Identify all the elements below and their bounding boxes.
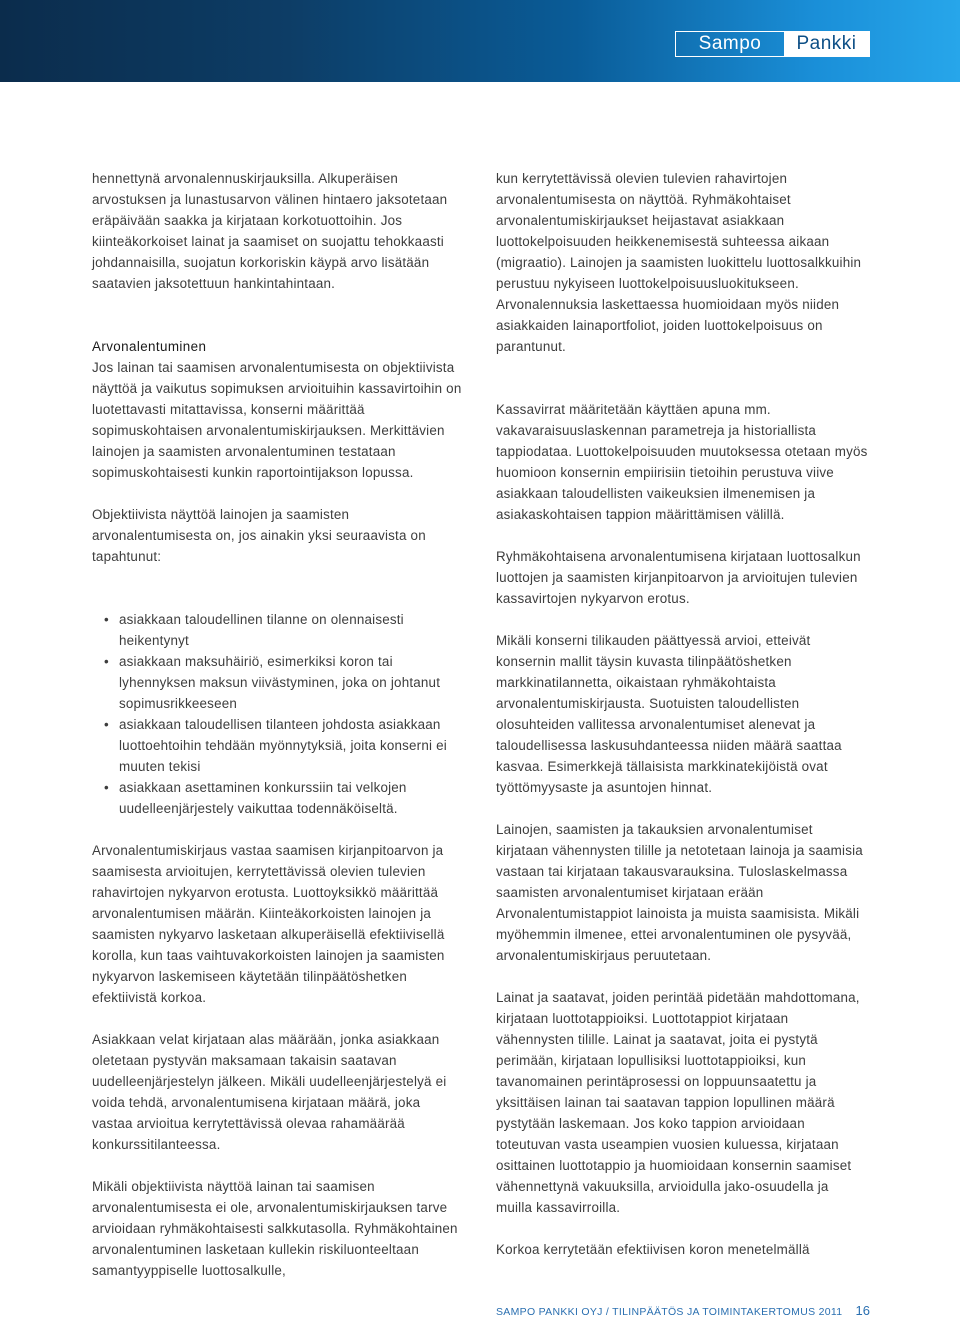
paragraph: Jos lainan tai saamisen arvonalentumisesta on objektiivista näyttöä ja vaikutus sopimuksen arvioituihin kassavirtoihin on luotettavasti mitattavissa, konserni määrittää sopimuskohtaisen arvonalentumiskirjauksen. Merkittävien lainojen ja saamisten arvonalentuminen testataan sopimuskohtaisesti kunkin raportointijakson lopussa. [92,360,462,480]
paragraph: Kassavirrat määritetään käyttäen apuna mm. vakavaraisuuslaskennan parametreja ja historiallista tappiodataa. Luottokelpoisuuden muutoksessa otetaan myös huomioon konsernin empiirisiin tietoihin perustuva viive asiakkaan taloudellisten vaikeuksien ilmenemisen ja asiakaskohtaisen tappion määrittämisen välillä. [496,402,868,522]
page-number: 16 [855,1303,870,1318]
paragraph: Ryhmäkohtaisena arvonalentumisena kirjataan luottosalkun luottojen ja saamisten kirjanpitoarvon ja arvioitujen tulevien kassavirtojen nykyarvon erotus. [496,549,861,606]
spacer [92,315,464,336]
paragraph: Arvonalentumiskirjaus vastaa saamisen kirjanpitoarvon ja saamisesta arvioitujen, kerrytettävissä olevien tulevien rahavirtojen nykyarvon erotusta. Luottoyksikkö määrittää arvonalentumisen määrän. Kiinteäkorkoisten lainojen ja saamisten nykyarvo lasketaan alkuperäisellä efektiivisellä korolla, kun taas vaihtuvakorkoisten lainojen ja saamisten nykyarvon laskemiseen käytetään tilinpäätöshetken efektiivistä korkoa. [92,843,445,1005]
paragraph: Korkoa kerrytetään efektiivisen koron menetelmällä [496,1242,810,1257]
logo-text-pankki: Pankki [784,32,869,56]
paragraph: Lainat ja saatavat, joiden perintää pidetään mahdottomana, kirjataan luottotappioiksi. Luottotappiot kirjataan vähennysten tilille. Lainat ja saatavat, joita ei pystytä perimään, kirjataan lopullisiksi luottotappioiksi, kun tavanomainen perintäprosessi on loppuunsaatettu ja yksittäisen lainan tai saatavan tappion lopullinen määrä pystytään laskemaan. Jos koko tappion arvioidaan toteutuvan vasta useampien vuosien kuluessa, kirjataan osittainen luottotappio ja huomioidaan konsernin saamiset vähennettynä vakuuksilla, arvioidulla jako-osuudella ja muilla kassavirroilla. [496,990,860,1215]
spacer [92,588,464,609]
right-column [496,168,868,1281]
list-item: • asiakkaan taloudellinen tilanne on olennaisesti heikentynyt [92,609,464,651]
left-column [92,168,464,1302]
page-footer [496,1303,870,1321]
footer-title: SAMPO PANKKI OYJ / TILINPÄÄTÖS JA TOIMINTAKERTOMUS 2011 [496,1306,843,1318]
section-heading: Arvonalentuminen [92,339,207,354]
paragraph: kun kerrytettävissä olevien tulevien rahavirtojen arvonalentumisesta on näyttöä. Ryhmäkohtaiset arvonalentumiskirjaukset heijastavat asiakkaan luottokelpoisuuden heikkenemisestä suhteessa aikaan (migraatio). Lainojen ja saamisten luokittelu luottosalkkuihin perustuu nykyiseen luottokelpoisuusluokitukseen. Arvonalennuksia laskettaessa huomioidaan myös niiden asiakkaiden lainaportfoliot, joiden luottokelpoisuus on parantunut. [496,171,862,354]
spacer [496,378,868,399]
paragraph: Objektiivista näyttöä lainojen ja saamisten arvonalentumisesta on, jos ainakin yksi seuraavista on tapahtunut: [92,507,426,564]
list-item: • asiakkaan taloudellisen tilanteen johdosta asiakkaan luottoehtoihin tehdään myönnytyksiä, joita konserni ei muuten tekisi [92,714,464,777]
list-item: • asiakkaan asettaminen konkurssiin tai velkojen uudelleenjärjestely vaikuttaa todennäköiseltä. [92,777,464,819]
logo-text-sampo: Sampo [698,33,762,54]
paragraph: Asiakkaan velat kirjataan alas määrään, jonka asiakkaan oletetaan pystyvän maksamaan takaisin saatavan uudelleenjärjestelyn jälkeen. Mikäli uudelleenjärjestelyä ei voida tehdä, arvonalentumisena kirjataan määrä, joka vastaa arvioitua kerrytettävissä olevaa rahamäärää konkurssitilanteessa. [92,1032,447,1152]
bullet-list [92,609,464,819]
page-header [0,0,960,82]
sampo-pankki-logo [675,31,870,57]
paragraph: Mikäli objektiivista näyttöä lainan tai saamisen arvonalentumisesta ei ole, arvonalentumiskirjauksen tarve arvioidaan ryhmäkohtaisesti salkkutasolla. Ryhmäkohtainen arvonalentuminen lasketaan kullekin riskiluonteeltaan samantyyppiselle luottosalkulle, [92,1179,458,1278]
paragraph: Mikäli konserni tilikauden päättyessä arvioi, etteivät konsernin mallit täysin kuvasta tilinpäätöshetken markkinatilannetta, oikaistaan ryhmäkohtaista arvonalentumiskirjausta. Suotuisten taloudellisten olosuhteiden vallitessa arvonalentumiset alenevat ja taloudellisessa laskusuhdanteessa niiden määrä saattaa kasvaa. Esimerkkejä tällaisista markkinatekijöistä ovat työttömyysaste ja asuntojen hinnat. [496,633,842,795]
paragraph: Lainojen, saamisten ja takauksien arvonalentumiset kirjataan vähennysten tilille ja netotetaan lainoja ja saamisia vastaan tai kirjataan takausvarauksina. Tuloslaskelmassa saamisten arvonalentumiset kirjataan erään Arvonalentumistappiot lainoista ja muista saamisista. Mikäli myöhemmin ilmenee, ettei arvonalentuminen ole pysyvää, arvonalentumiskirjaus peruutetaan. [496,822,863,963]
list-item: • asiakkaan maksuhäiriö, esimerkiksi koron tai lyhennyksen maksun viivästyminen, joka on johtanut sopimusrikkeeseen [92,651,464,714]
paragraph: hennettynä arvonalennuskirjauksilla. Alkuperäisen arvostuksen ja lunastusarvon välinen hintaero jaksotetaan eräpäivään saakka ja kirjataan korkotuottoihin. Jos kiinteäkorkoiset lainat ja saamiset on suojattu tehokkaasti johdannaisilla, suojatun korkoriskin käypä arvo lisätään saatavien jaksotettuun hankintahintaan. [92,171,448,291]
